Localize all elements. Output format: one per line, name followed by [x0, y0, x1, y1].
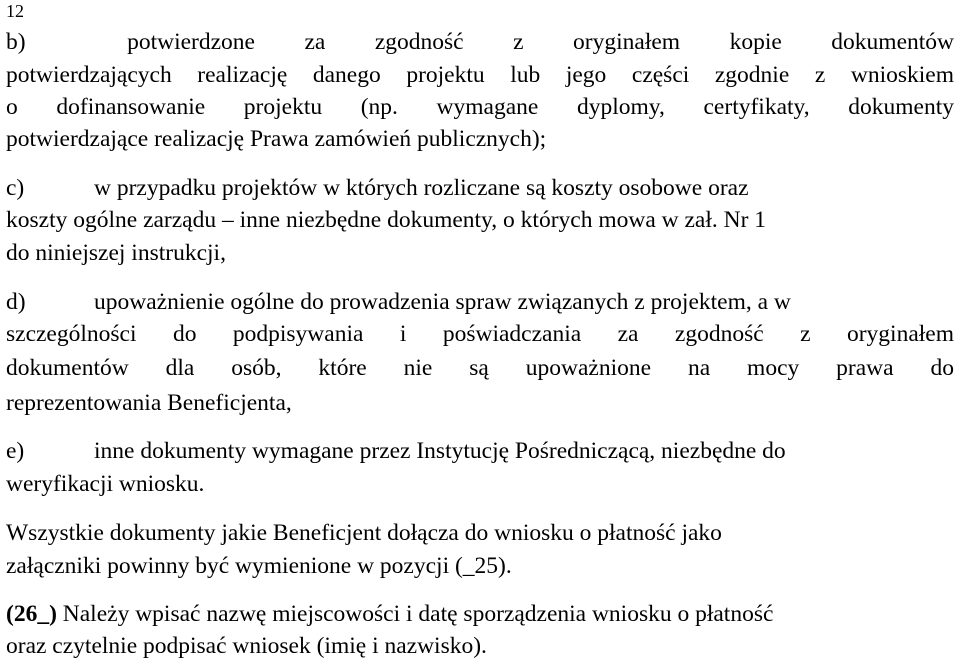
- item-b-line-2: [6, 60, 954, 90]
- item-b-line-3: [6, 92, 954, 122]
- item-e-text-1: inne dokumenty wymagane przez Instytucję Pośredniczącą, niezbędne do: [94, 438, 786, 464]
- item-e-text-2: weryfikacji wniosku.: [6, 471, 205, 497]
- item-b-text-3: o dofinansowanie projektu (np. wymagane dyplomy, certyfikaty, dokumenty: [6, 94, 954, 120]
- signature-text-1: Należy wpisać nazwę miejscowości i datę sporządzenia wniosku o płatność: [56, 601, 774, 627]
- item-c-line-3: [6, 238, 954, 268]
- item-d-text-2: szczególności do podpisywania i poświadczania za zgodność z oryginałem: [6, 321, 954, 347]
- item-d-line-3: [6, 353, 954, 383]
- signature-paragraph-line-1: [6, 599, 954, 629]
- item-b-line-1: [6, 27, 954, 57]
- item-d-text-3: dokumentów dla osób, które nie są upoważnione na mocy prawa do: [6, 355, 954, 381]
- attachments-paragraph-line-1: [6, 518, 954, 548]
- item-d-line-4: [6, 388, 954, 418]
- item-c-line-1: [6, 173, 954, 203]
- item-e-marker: e): [6, 438, 25, 464]
- item-b-text-2: potwierdzających realizację danego projektu lub jego części zgodnie z wnioskiem: [6, 62, 954, 88]
- item-c-line-2: [6, 205, 954, 235]
- item-b-text-4: potwierdzające realizację Prawa zamówień publicznych);: [6, 126, 547, 152]
- item-b-text-1: potwierdzone za zgodność z oryginałem kopie dokumentów: [127, 29, 954, 55]
- item-c-text-3: do niniejszej instrukcji,: [6, 240, 226, 266]
- attachments-text-2: załączniki powinny być wymienione w pozycji (_25).: [6, 553, 512, 579]
- item-d-text-1: upoważnienie ogólne do prowadzenia spraw związanych z projektem, a w: [94, 289, 791, 315]
- item-e-line-1: [6, 436, 954, 466]
- item-b-marker: b): [6, 29, 26, 55]
- item-c-text-1: w przypadku projektów w których rozliczane są koszty osobowe oraz: [94, 175, 749, 201]
- item-c-text-2: koszty ogólne zarządu – inne niezbędne dokumenty, o których mowa w zał. Nr 1: [6, 207, 767, 233]
- signature-text-2: oraz czytelnie podpisać wniosek (imię i nazwisko).: [6, 633, 487, 659]
- item-c-marker: c): [6, 175, 25, 201]
- item-e-line-2: [6, 469, 954, 499]
- item-d-text-4: reprezentowania Beneficjenta,: [6, 390, 292, 416]
- item-b-line-4: [6, 124, 954, 154]
- signature-ref: (26_): [6, 601, 57, 627]
- attachments-paragraph-line-2: [6, 551, 954, 581]
- item-d-line-1: [6, 287, 954, 317]
- page-number: 12: [6, 1, 24, 21]
- signature-paragraph-line-2: [6, 631, 954, 661]
- item-d-line-2: [6, 319, 954, 349]
- item-d-marker: d): [6, 289, 26, 315]
- attachments-text-1: Wszystkie dokumenty jakie Beneficjent dołącza do wniosku o płatność jako: [6, 520, 722, 546]
